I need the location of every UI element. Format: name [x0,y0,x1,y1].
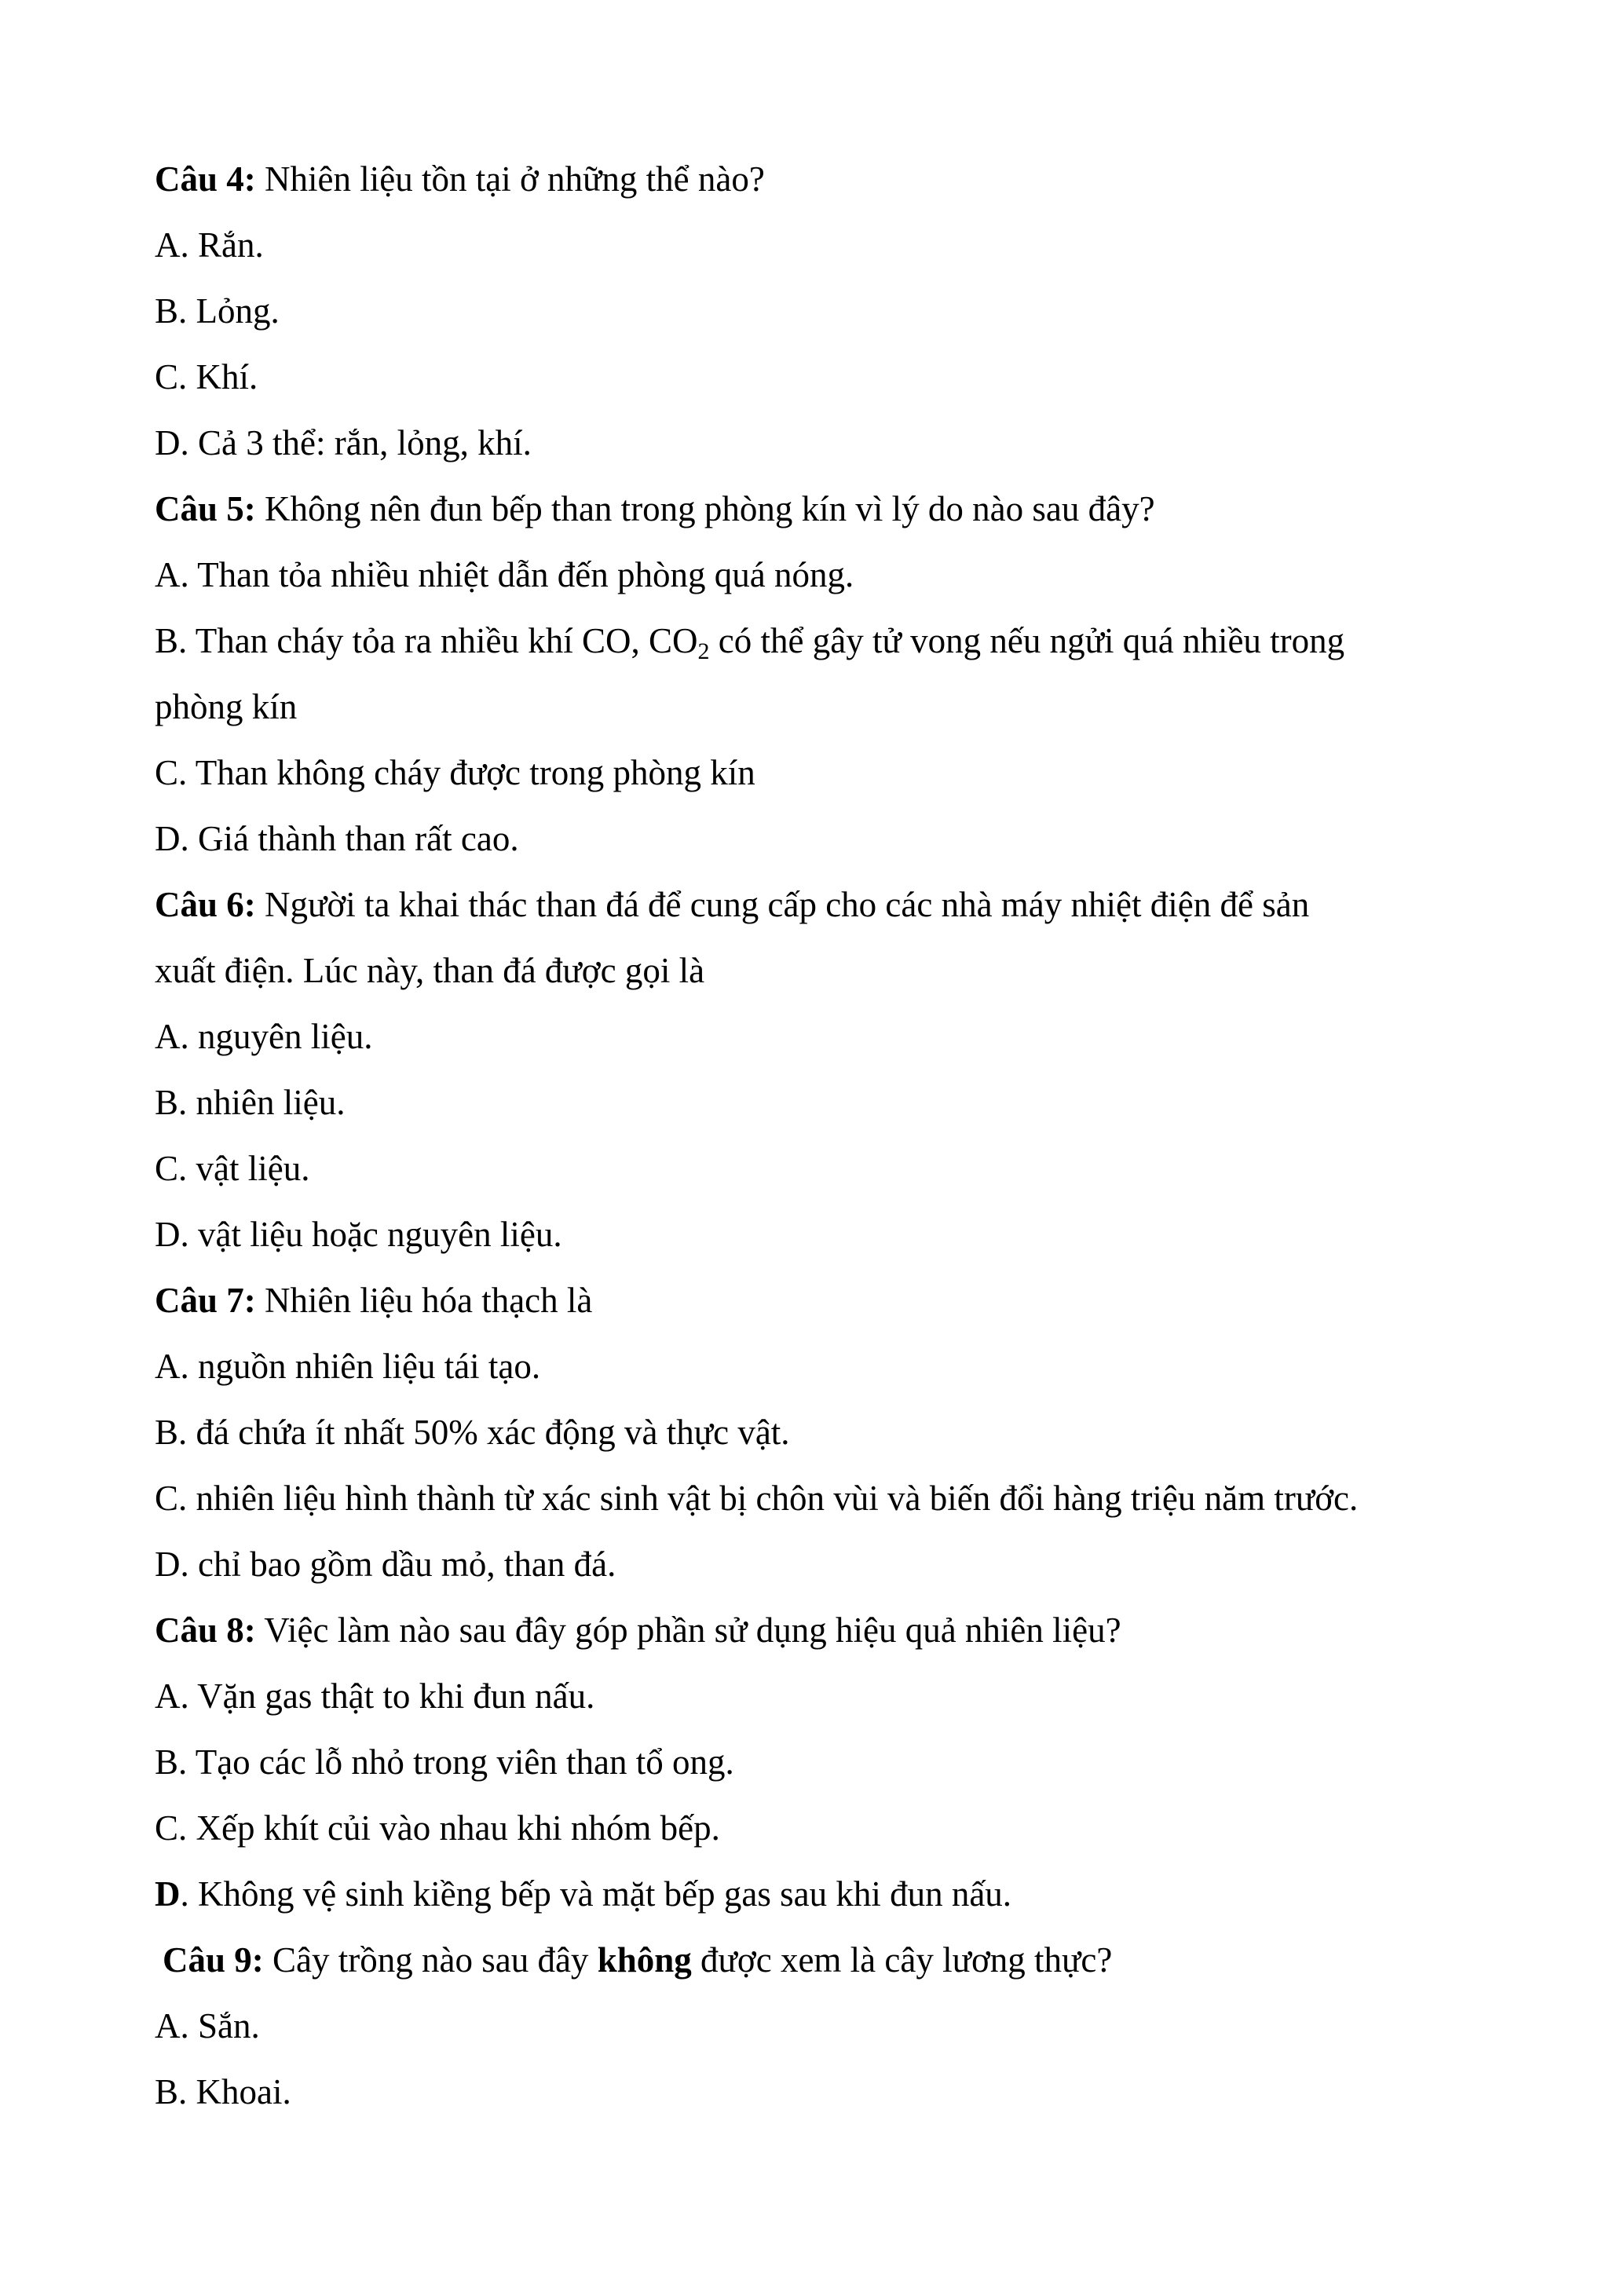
option-d: D. chỉ bao gồm dầu mỏ, than đá. [155,1545,616,1584]
question-5 [155,487,1155,531]
option-b-text: B. Than cháy tỏa ra nhiều khí CO, CO [155,621,698,660]
question-text: Nhiên liệu tồn tại ở những thể nào? [255,159,765,199]
question-text: Không nên đun bếp than trong phòng kín vì lý do nào sau đây? [255,489,1155,528]
question-emphasis: không [597,1940,692,1980]
question-text: Người ta khai thác than đá để cung cấp cho các nhà máy nhiệt điện để sản [255,885,1310,924]
option-b: B. Tạo các lỗ nhỏ trong viên than tổ ong. [155,1742,734,1782]
question-text-cont: xuất điện. Lúc này, than đá được gọi là [155,951,705,990]
question-label: Câu 8: [155,1610,256,1650]
option-text: . Không vệ sinh kiềng bếp và mặt bếp gas sau khi đun nấu. [180,1874,1012,1914]
option-b: B. Khoai. [155,2072,291,2111]
option-c: C. Than không cháy được trong phòng kín [155,753,755,792]
question-label: Câu 7: [155,1281,256,1320]
subscript: 2 [697,638,710,664]
option-a: A. Vặn gas thật to khi đun nấu. [155,1676,595,1716]
question-text: Nhiên liệu hóa thạch là [255,1281,593,1320]
option-a: A. Than tỏa nhiều nhiệt dẫn đến phòng quá nóng. [155,555,854,594]
option-b [155,619,1344,663]
question-text: Việc làm nào sau đây góp phần sử dụng hiệu quả nhiên liệu? [255,1610,1121,1650]
option-d [155,1872,1011,1916]
option-b: B. Lỏng. [155,291,280,331]
question-label: Câu 6: [155,885,256,924]
option-c: C. Khí. [155,357,258,397]
question-9 [163,1938,1112,1982]
question-text-end: được xem là cây lương thực? [691,1940,1113,1980]
option-d: D. vật liệu hoặc nguyên liệu. [155,1215,562,1254]
question-4 [155,157,765,201]
option-a: A. nguyên liệu. [155,1017,373,1056]
option-d: D. Giá thành than rất cao. [155,819,519,858]
option-b: B. nhiên liệu. [155,1083,346,1122]
question-label: Câu 9: [163,1940,264,1980]
option-a: A. Rắn. [155,225,264,265]
question-6 [155,883,1309,927]
option-b: B. đá chứa ít nhất 50% xác động và thực vật. [155,1413,790,1452]
option-a: A. nguồn nhiên liệu tái tạo. [155,1347,541,1386]
question-label: Câu 5: [155,489,256,528]
option-b-cont: phòng kín [155,687,298,726]
option-c: C. nhiên liệu hình thành từ xác sinh vật bị chôn vùi và biến đổi hàng triệu năm trước. [155,1479,1359,1518]
question-label: Câu 4: [155,159,256,199]
option-d: D. Cả 3 thể: rắn, lỏng, khí. [155,423,532,462]
option-c: C. vật liệu. [155,1149,310,1188]
option-a: A. Sắn. [155,2006,260,2046]
option-letter: D [155,1874,181,1914]
option-b-text-cont: có thể gây tử vong nếu ngửi quá nhiều trong [709,621,1345,660]
question-7 [155,1278,592,1322]
option-c: C. Xếp khít củi vào nhau khi nhóm bếp. [155,1808,720,1848]
question-8 [155,1608,1121,1652]
question-text: Cây trồng nào sau đây [263,1940,598,1980]
